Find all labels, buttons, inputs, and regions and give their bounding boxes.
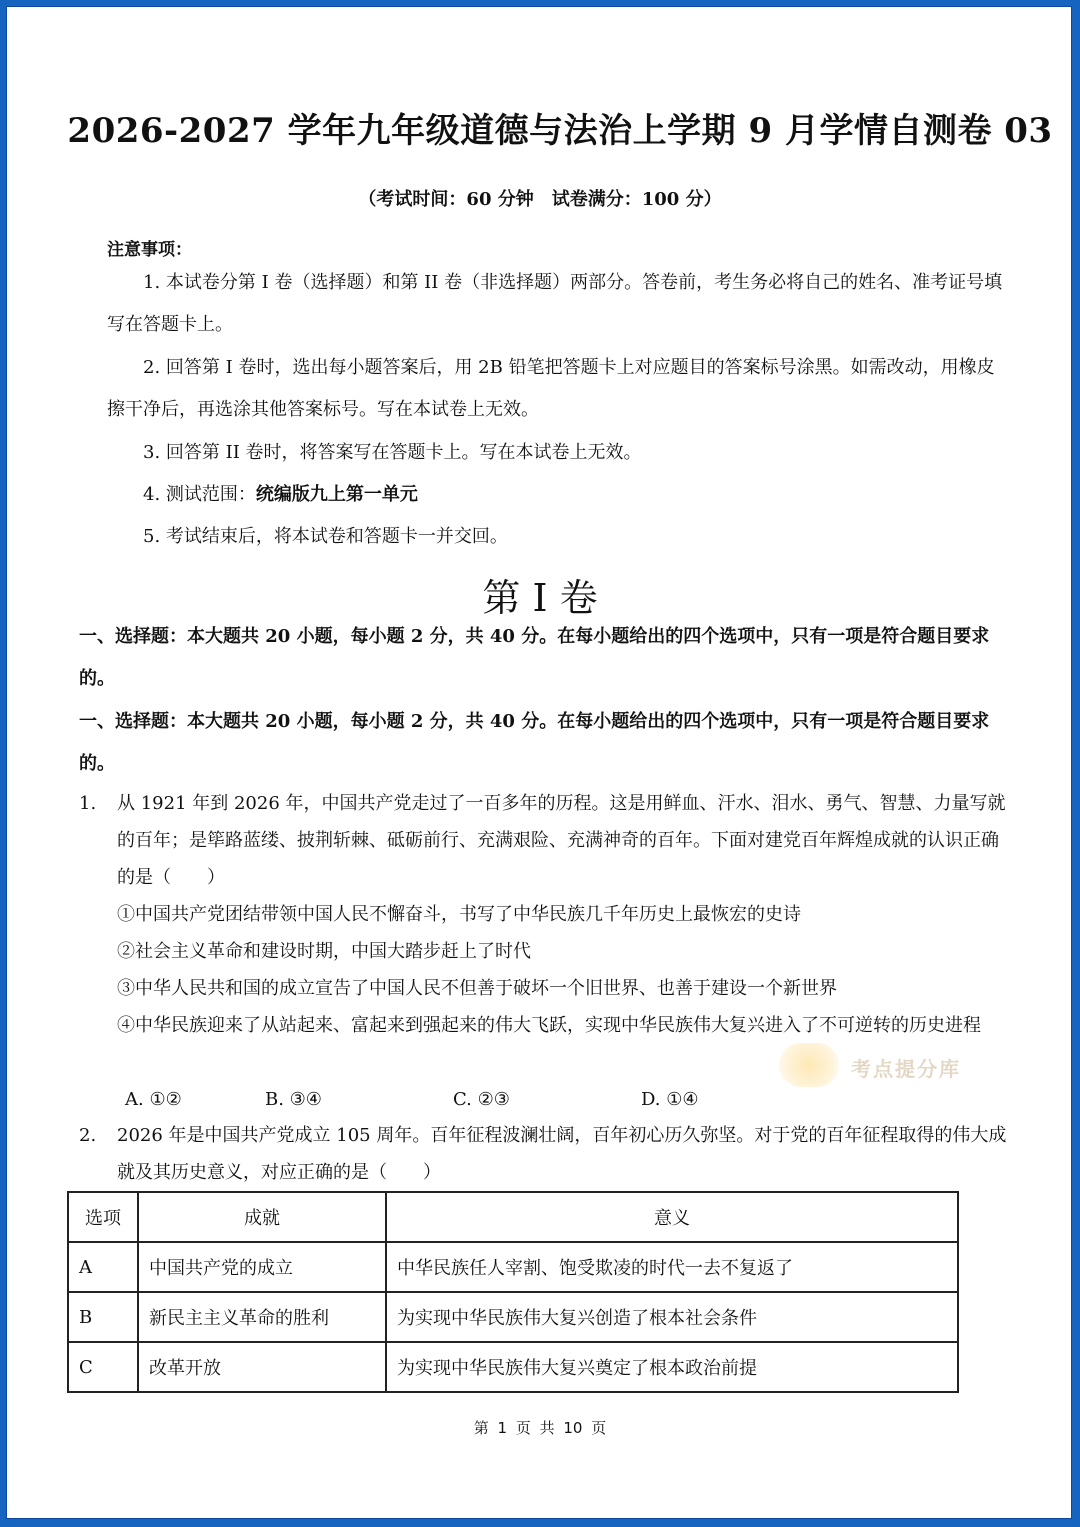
table-cell: 新民主主义革命的胜利 [138,1292,386,1342]
note-4-prefix: 4. 测试范围： [143,484,256,505]
table-cell: 改革开放 [138,1342,386,1392]
table-cell: 中华民族任人宰割、饱受欺凌的时代一去不复返了 [386,1242,958,1292]
exam-info: （考试时间：60 分钟 试卷满分：100 分） [358,189,722,210]
option-c[interactable]: C. ②③ [453,1089,510,1110]
page-footer: 第 1 页 共 10 页 [473,1419,607,1437]
note-1: 1. 本试卷分第 I 卷（选择题）和第 II 卷（非选择题）两部分。答卷前，考生务必将自己的姓名、准考证号填写在答题卡上。 [107,272,1003,335]
notes-heading: 注意事项： [107,240,192,260]
table-cell: 为实现中华民族伟大复兴创造了根本社会条件 [386,1292,958,1342]
table-cell: A [68,1242,138,1292]
watermark-text: 考点提分库 [851,1057,961,1081]
table-row [68,1242,958,1292]
question-1 [79,785,1009,1044]
statement-4: ④中华民族迎来了从站起来、富起来到强起来的伟大飞跃，实现中华民族伟大复兴进入了不可逆转的历史进程 [117,1015,981,1036]
exam-page [7,7,1073,1520]
question-stem: 2026 年是中国共产党成立 105 周年。百年征程波澜壮阔，百年初心历久弥坚。对于党的百年征程取得的伟大成就及其历史意义，对应正确的是（ ） [117,1125,1007,1183]
note-2: 2. 回答第 I 卷时，选出每小题答案后，用 2B 铅笔把答题卡上对应题目的答案标号涂黑。如需改动，用橡皮擦干净后，再选涂其他答案标号。写在本试卷上无效。 [107,357,995,420]
section-heading-1: 一、选择题：本大题共 20 小题，每小题 2 分，共 40 分。在每小题给出的四个选项中，只有一项是符合题目要求的。 [79,626,990,689]
part-title: 第 I 卷 [482,576,598,620]
statement-3: ③中华人民共和国的成立宣告了中国人民不但善于破坏一个旧世界、也善于建设一个新世界 [117,978,837,999]
table-cell: 中国共产党的成立 [138,1242,386,1292]
table-cell: C [68,1342,138,1392]
statement-2: ②社会主义革命和建设时期，中国大踏步赶上了时代 [117,941,531,962]
question-number: 1. [79,793,97,814]
note-4-scope: 统编版九上第一单元 [255,484,418,505]
table-cell: 为实现中华民族伟大复兴奠定了根本政治前提 [386,1342,958,1392]
watermark [779,1037,979,1097]
page-title: 2026-2027 学年九年级道德与法治上学期 9 月学情自测卷 03 [67,111,1053,151]
table-row [68,1342,958,1392]
statement-1: ①中国共产党团结带领中国人民不懈奋斗，书写了中华民族几千年历史上最恢宏的史诗 [117,904,801,925]
question-stem: 从 1921 年到 2026 年，中国共产党走过了一百多年的历程。这是用鲜血、汗水、泪水、勇气、智慧、力量写就的百年；是筚路蓝缕、披荆斩棘、砥砺前行、充满艰险、充满神奇的百年。下面对建党百年辉煌成就的认识正确的是（ ） [117,793,1006,888]
question-number: 2. [79,1125,97,1146]
note-4 [107,474,1007,516]
table-header: 成就 [138,1192,386,1242]
table-header-row [68,1192,958,1242]
table-header: 选项 [68,1192,138,1242]
page-frame [6,6,1072,1519]
note-5: 5. 考试结束后，将本试卷和答题卡一并交回。 [143,526,508,547]
watermark-logo-icon [779,1043,839,1087]
table-header: 意义 [386,1192,958,1242]
option-d[interactable]: D. ①④ [641,1089,699,1110]
section-heading-2: 一、选择题：本大题共 20 小题，每小题 2 分，共 40 分。在每小题给出的四个选项中，只有一项是符合题目要求的。 [79,711,990,774]
option-a[interactable]: A. ①② [125,1089,182,1110]
table-row [68,1292,958,1342]
answer-table [67,1191,959,1393]
table-cell: B [68,1292,138,1342]
option-b[interactable]: B. ③④ [265,1089,322,1110]
question-2 [79,1117,1009,1191]
note-3: 3. 回答第 II 卷时，将答案写在答题卡上。写在本试卷上无效。 [143,442,642,463]
